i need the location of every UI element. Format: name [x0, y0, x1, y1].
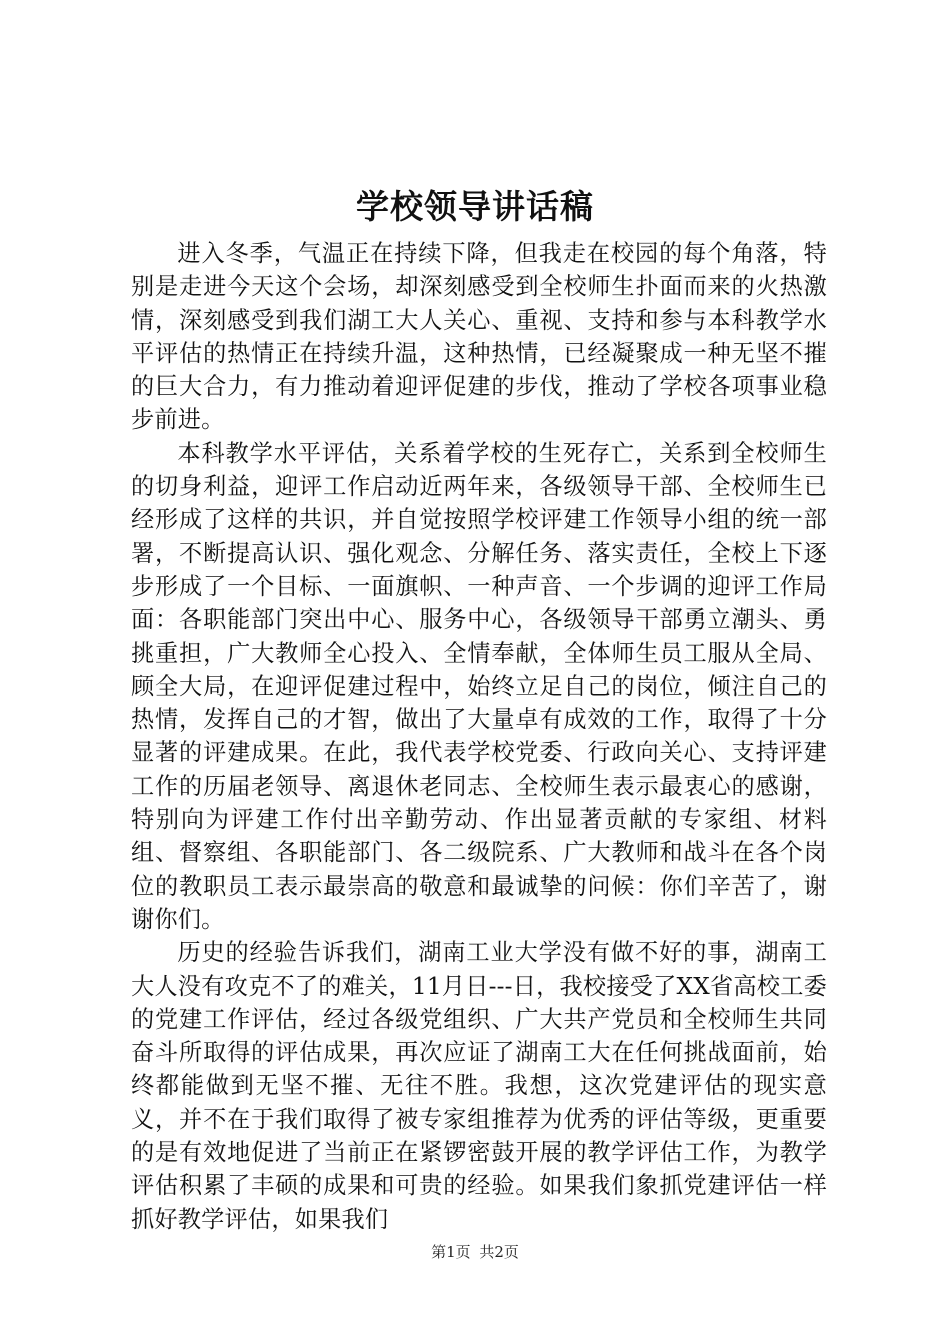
paragraph-1: 进入冬季，气温正在持续下降，但我走在校园的每个角落，特别是走进今天这个会场，却深刻感受到全校师生扑面而来的火热激情，深刻感受到我们湖工大人关心、重视、支持和参与本科教学水平评估的热情正在持续升温，这种热情，已经凝聚成一种无坚不摧的巨大合力，有力推动着迎评促建的步伐，推动了学校各项事业稳步前进。 [131, 240, 827, 434]
paragraph-3: 历史的经验告诉我们，湖南工业大学没有做不好的事，湖南工大人没有攻克不了的难关，11月日---日，我校接受了XX省高校工委的党建工作评估，经过各级党组织、广大共产党员和全校师生共同奋斗所取得的评估成果，再次应证了湖南工大在任何挑战面前，始终都能做到无坚不摧、无往不胜。我想，这次党建评估的现实意义，并不在于我们取得了被专家组推荐为优秀的评估等级，更重要的是有效地促进了当前正在紧锣密鼓开展的教学评估工作，为教学评估积累了丰硕的成果和可贵的经验。如果我们象抓党建评估一样抓好教学评估，如果我们 [131, 939, 827, 1233]
page-total: 共2页 [479, 1243, 519, 1261]
document-body [131, 237, 827, 1236]
document-title: 学校领导讲话稿 [356, 187, 594, 226]
page-number: 第1页 [431, 1243, 471, 1261]
page-footer [0, 1241, 950, 1263]
paragraph-2: 本科教学水平评估，关系着学校的生死存亡，关系到全校师生的切身利益，迎评工作启动近两年来，各级领导干部、全校师生已经形成了这样的共识，并自觉按照学校评建工作领导小组的统一部署，不断提高认识、强化观念、分解任务、落实责任，全校上下逐步形成了一个目标、一面旗帜、一种声音、一个步调的迎评工作局面：各职能部门突出中心、服务中心，各级领导干部勇立潮头、勇挑重担，广大教师全心投入、全情奉献，全体师生员工服从全局、顾全大局，在迎评促建过程中，始终立足自己的岗位，倾注自己的热情，发挥自己的才智，做出了大量卓有成效的工作，取得了十分显著的评建成果。在此，我代表学校党委、行政向关心、支持评建工作的历届老领导、离退休老同志、全校师生表示最衷心的感谢，特别向为评建工作付出辛勤劳动、作出显著贡献的专家组、材料组、督察组、各职能部门、各二级院系、广大教师和战斗在各个岗位的教职员工表示最崇高的敬意和最诚挚的问候：你们辛苦了，谢谢你们。 [131, 439, 827, 933]
